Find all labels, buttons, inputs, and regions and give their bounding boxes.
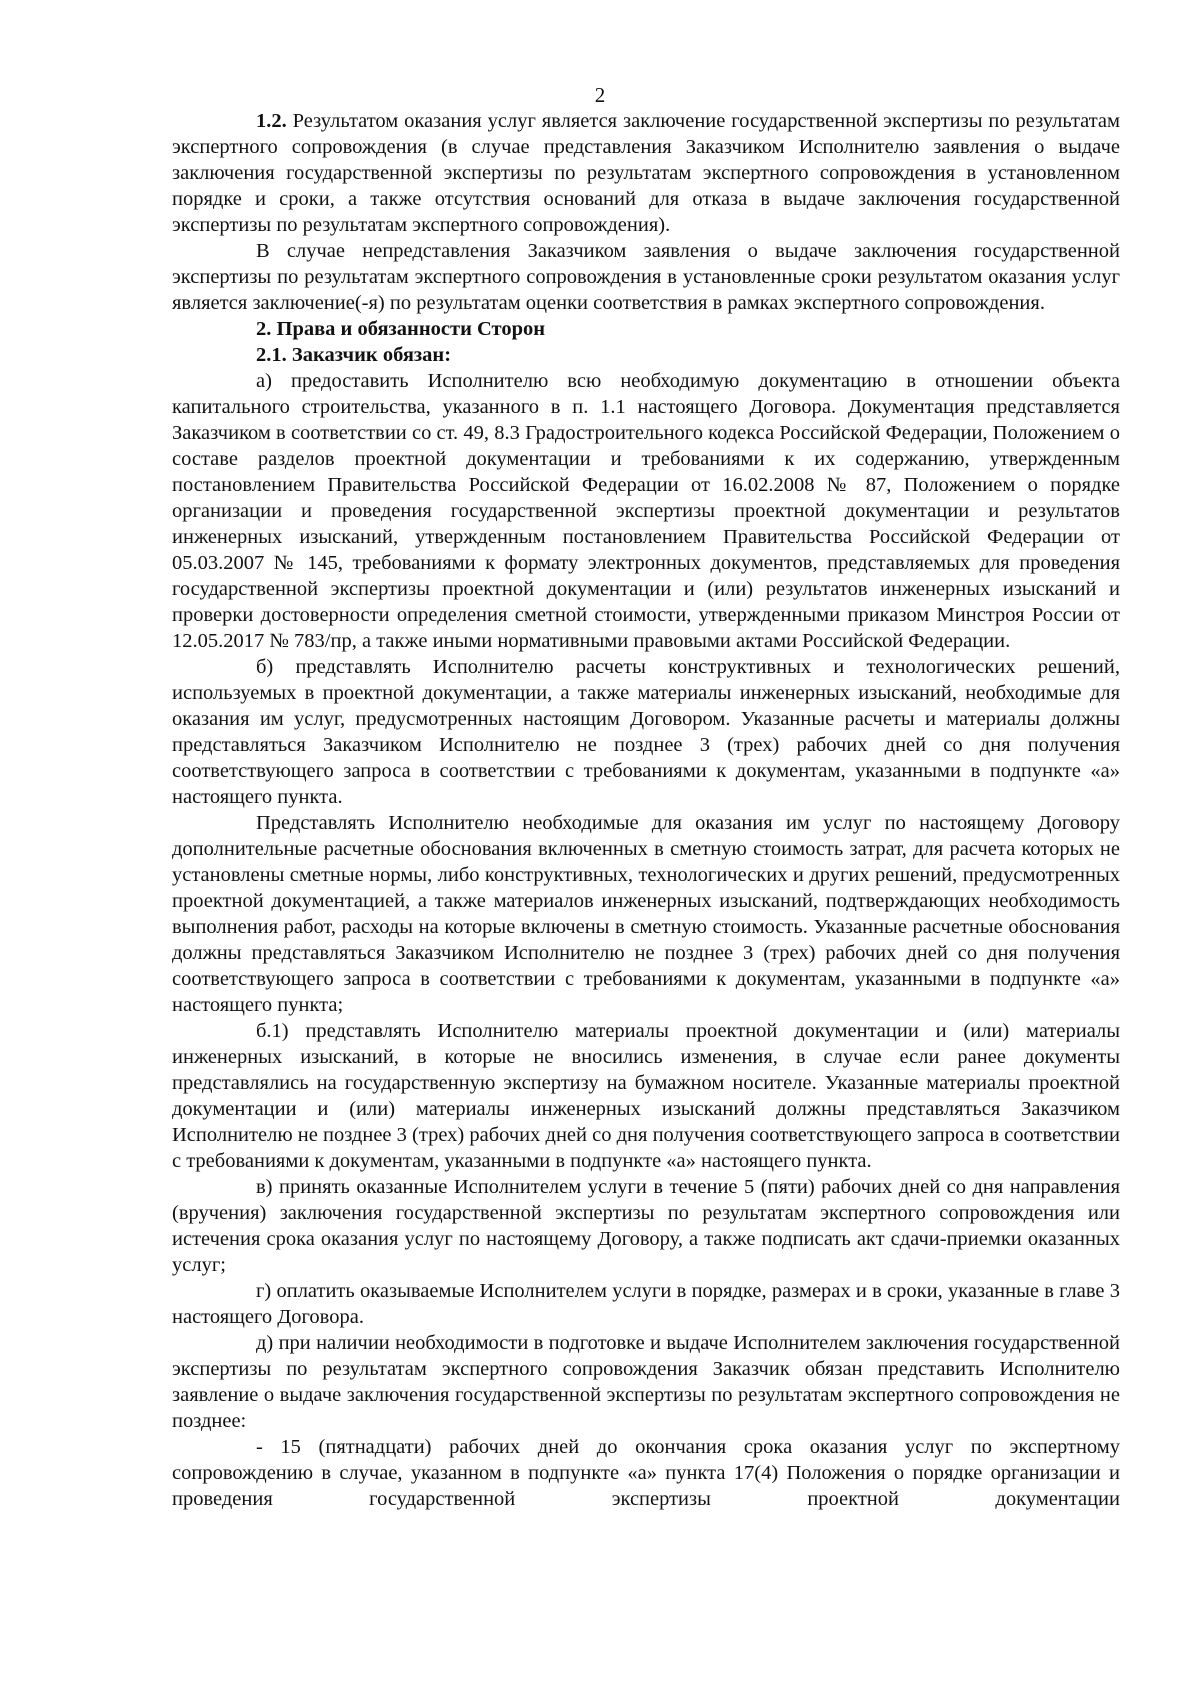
subsection-heading: 2.1. Заказчик обязан: bbox=[256, 344, 452, 366]
item-a: а) предоставить Исполнителю всю необходимую документацию в отношении объекта капитального строительства, указанного в п. 1.1 настоящего Договора. Документация представляется Заказчиком в соответствии со ст. 49, 8.3 Градостроительного кодекса Российской Федерации, Положением о составе разделов проектной документации и требованиями к их содержанию, утвержденным постановлением Правительства Российской Федерации от 16.02.2008 № 87, Положением о порядке организации и проведения государственной экспертизы проектной документации и результатов инженерных изысканий, утвержденным постановлением Правительства Российской Федерации от 05.03.2007 № 145, требованиями к формату электронных документов, представляемых для проведения государственной экспертизы проектной документации и (или) результатов инженерных изысканий и проверки достоверности определения сметной стоимости, утвержденными приказом Минстроя России от 12.05.2017 № 783/пр, а также иными нормативными правовыми актами Российской Федерации. bbox=[172, 370, 1120, 652]
paragraph-1-2 bbox=[172, 108, 1120, 238]
section-heading: 2. Права и обязанности Сторон bbox=[256, 318, 546, 340]
document-body bbox=[172, 108, 1120, 1512]
item-g: г) оплатить оказываемые Исполнителем услуги в порядке, размерах и в сроки, указанные в главе 3 настоящего Договора. bbox=[172, 1280, 1120, 1328]
paragraph-1-2-b: В случае непредставления Заказчиком заявления о выдаче заключения государственной экспертизы по результатам экспертного сопровождения в установленные сроки результатом оказания услуг является заключение(-я) по результатам оценки соответствия в рамках экспертного сопровождения. bbox=[172, 240, 1120, 314]
item-v: в) принять оказанные Исполнителем услуги в течение 5 (пяти) рабочих дней со дня направления (вручения) заключения государственной экспертизы по результатам экспертного сопровождения или истечения срока оказания услуг по настоящему Договору, а также подписать акт сдачи-приемки оказанных услуг; bbox=[172, 1176, 1120, 1276]
item-b-continued: Представлять Исполнителю необходимые для оказания им услуг по настоящему Договору дополнительные расчетные обоснования включенных в сметную стоимость затрат, для расчета которых не установлены сметные нормы, либо конструктивных, технологических и других решений, предусмотренных проектной документацией, а также материалов инженерных изысканий, подтверждающих необходимость выполнения работ, расходы на которые включены в сметную стоимость. Указанные расчетные обоснования должны представляться Заказчиком Исполнителю не позднее 3 (трех) рабочих дней со дня получения соответствующего запроса в соответствии с требованиями к документам, указанными в подпункте «а» настоящего пункта; bbox=[172, 812, 1120, 1016]
item-d: д) при наличии необходимости в подготовке и выдаче Исполнителем заключения государственной экспертизы по результатам экспертного сопровождения Заказчик обязан представить Исполнителю заявление о выдаче заключения государственной экспертизы по результатам экспертного сопровождения не позднее: bbox=[172, 1332, 1120, 1432]
page-number: 2 bbox=[594, 83, 606, 107]
clause-text: Результатом оказания услуг является заключение государственной экспертизы по результатам экспертного сопровождения (в случае представления Заказчиком Исполнителю заявления о выдаче заключения государственной экспертизы по результатам экспертного сопровождения в установленном порядке и сроки, а также отсутствия оснований для отказа в выдаче заключения государственной экспертизы по результатам экспертного сопровождения). bbox=[172, 110, 1120, 236]
item-d-1: - 15 (пятнадцати) рабочих дней до окончания срока оказания услуг по экспертному сопровождению в случае, указанном в подпункте «а» пункта 17(4) Положения о порядке организации и проведения государственной экспертизы проектной документации bbox=[172, 1436, 1120, 1510]
item-b: б) представлять Исполнителю расчеты конструктивных и технологических решений, используемых в проектной документации, а также материалы инженерных изысканий, необходимые для оказания им услуг, предусмотренных настоящим Договором. Указанные расчеты и материалы должны представляться Заказчиком Исполнителю не позднее 3 (трех) рабочих дней со дня получения соответствующего запроса в соответствии с требованиями к документам, указанными в подпункте «а» настоящего пункта. bbox=[172, 656, 1120, 808]
item-b1: б.1) представлять Исполнителю материалы проектной документации и (или) материалы инженерных изысканий, в которые не вносились изменения, в случае если ранее документы представлялись на государственную экспертизу на бумажном носителе. Указанные материалы проектной документации и (или) материалы инженерных изысканий должны представляться Заказчиком Исполнителю не позднее 3 (трех) рабочих дней со дня получения соответствующего запроса в соответствии с требованиями к документам, указанными в подпункте «а» настоящего пункта. bbox=[172, 1020, 1120, 1172]
clause-number: 1.2. bbox=[256, 110, 287, 132]
